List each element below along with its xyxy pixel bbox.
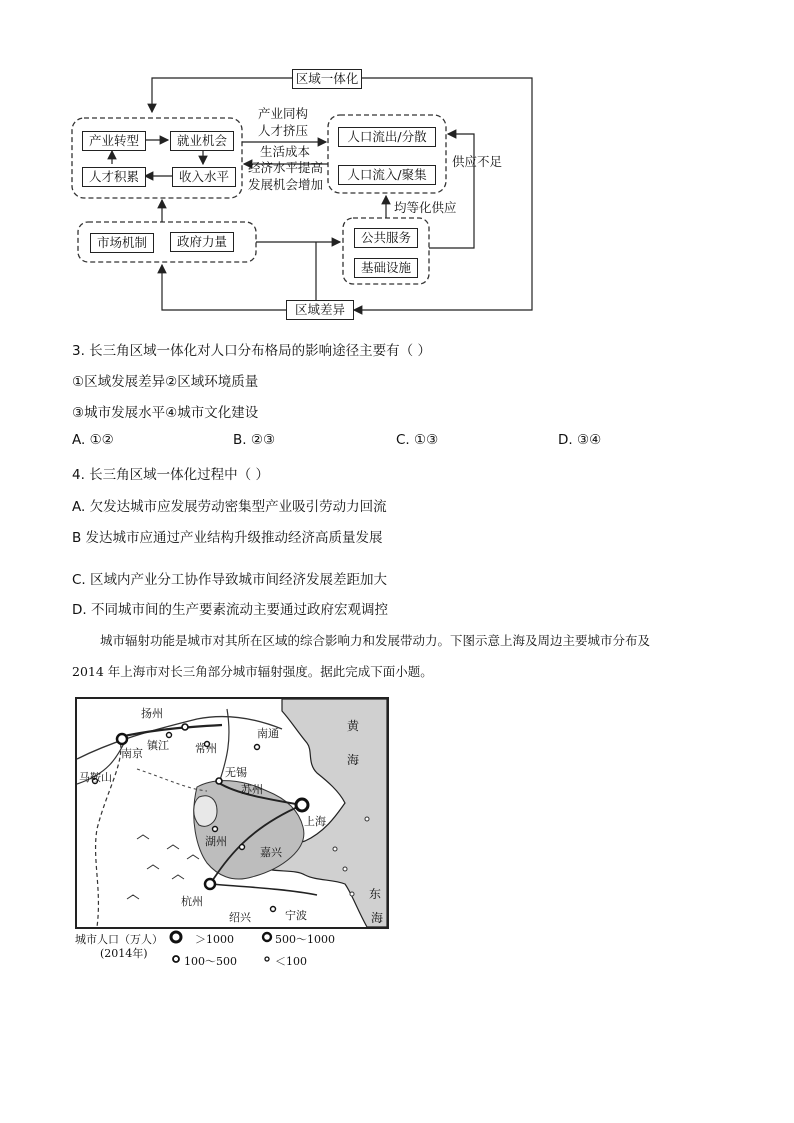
q3-option-c[interactable]: C. ①③: [396, 432, 439, 448]
city-hangzhou: 杭州: [181, 895, 203, 908]
region-difference-box: 区域差异: [286, 300, 354, 320]
label-industry-isomorphism: 产业同构: [258, 106, 309, 121]
map-shapes: [77, 699, 387, 927]
label-economic-level: 经济水平提高: [248, 160, 324, 175]
intro-line2: 2014 年上海市对长三角部分城市辐射强度。据此完成下面小题。: [72, 664, 433, 679]
infrastructure-box: 基础设施: [354, 258, 418, 278]
legend-title: 城市人口（万人）: [75, 933, 163, 946]
city-ningbo: 宁波: [285, 909, 307, 922]
intro-line1: 城市辐射功能是城市对其所在区域的综合影响力和发展带动力。下图示意上海及周边主要城市分布及: [100, 633, 651, 648]
flow-diagram: [60, 60, 550, 325]
city-nantong: 南通: [257, 727, 279, 740]
city-maanshan: 马鞍山: [79, 771, 112, 784]
q4-option-c[interactable]: C. 区域内产业分工协作导致城市间经济发展差距加大: [72, 572, 388, 588]
label-equal-supply: 均等化供应: [394, 200, 457, 215]
legend-item-100-500: 100～500: [184, 955, 237, 968]
public-service-box: 公共服务: [354, 228, 418, 248]
city-jiaxing: 嘉兴: [260, 846, 282, 859]
city-suzhou: 苏州: [241, 783, 263, 796]
q4-option-a[interactable]: A. 欠发达城市应发展劳动密集型产业吸引劳动力回流: [72, 499, 387, 515]
city-yangzhou: 扬州: [141, 707, 163, 720]
q3-stem: 3. 长三角区域一体化对人口分布格局的影响途径主要有（ ）: [72, 343, 431, 359]
q3-line2: ③城市发展水平④城市文化建设: [72, 405, 259, 421]
city-zhenjiang: 镇江: [147, 739, 169, 752]
city-shaoxing: 绍兴: [229, 911, 251, 924]
q4-stem: 4. 长三角区域一体化过程中（ ）: [72, 467, 269, 483]
sea-east-1: 东: [369, 887, 382, 901]
legend-item-500-1000: 500～1000: [275, 933, 335, 946]
talent-accumulation-box: 人才积累: [82, 167, 146, 187]
market-mechanism-box: 市场机制: [90, 233, 154, 253]
government-power-box: 政府力量: [170, 232, 234, 252]
q4-option-b[interactable]: B 发达城市应通过产业结构升级推动经济高质量发展: [72, 530, 383, 546]
sea-yellow-2: 海: [347, 753, 360, 767]
q4-option-d[interactable]: D. 不同城市间的生产要素流动主要通过政府宏观调控: [72, 602, 388, 618]
label-development-opportunity: 发展机会增加: [248, 177, 324, 192]
city-wuxi: 无锡: [225, 766, 247, 779]
employment-box: 就业机会: [170, 131, 234, 151]
sea-east-2: 海: [371, 911, 384, 925]
yangtze-delta-map: [75, 697, 389, 929]
q3-option-b[interactable]: B. ②③: [233, 432, 276, 448]
q3-option-a[interactable]: A. ①②: [72, 432, 114, 448]
sea-yellow-1: 黄: [347, 719, 360, 733]
legend-item-gt1000: ＞1000: [195, 933, 234, 946]
region-integration-box: 区域一体化: [292, 69, 362, 89]
city-nanjing: 南京: [121, 747, 143, 760]
city-shanghai: 上海: [304, 815, 326, 828]
q3-line1: ①区域发展差异②区域环境质量: [72, 374, 259, 390]
income-box: 收入水平: [172, 167, 236, 187]
label-living-cost: 生活成本: [260, 144, 311, 159]
population-inflow-box: 人口流入/聚集: [338, 165, 436, 185]
industry-transformation-box: 产业转型: [82, 131, 146, 151]
legend-item-lt100: ＜100: [275, 955, 307, 968]
population-outflow-box: 人口流出/分散: [338, 127, 436, 147]
q3-option-d[interactable]: D. ③④: [558, 432, 602, 448]
label-talent-squeeze: 人才挤压: [258, 123, 309, 138]
city-huzhou: 湖州: [205, 835, 227, 848]
city-changzhou: 常州: [195, 742, 217, 755]
label-supply-shortage: 供应不足: [452, 154, 503, 169]
legend-year: (2014年): [100, 947, 148, 960]
